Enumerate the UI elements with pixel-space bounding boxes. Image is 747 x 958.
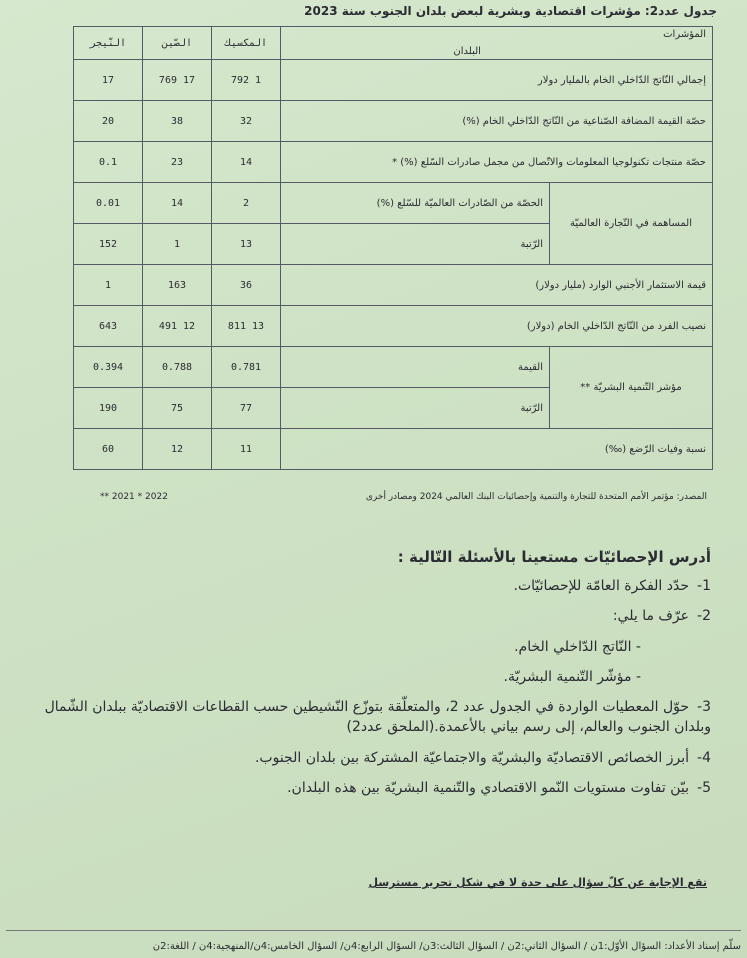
row-label: حصّة منتجات تكنولوجيا المعلومات والاتّصال من مجمل صادرات السّلع (%) * (281, 142, 713, 183)
cell-mexico: 13 (212, 224, 281, 265)
question-2b: - مؤشّر التّنمية البشريّة. (503, 668, 641, 685)
table-row (74, 60, 713, 101)
cell-niger: 152 (74, 224, 143, 265)
question-3 (20, 697, 711, 738)
source-note: المصدر: مؤتمر الأمم المتحدة للتجارة والتنمية وإحصائيات البنك العالمي 2024 ومصادر أخرى (365, 492, 707, 502)
questions-heading: أدرس الإحصائيّات مستعينا بالأسئلة التّالية : (397, 548, 711, 566)
row-label: حصّة القيمة المضافة الصّناعية من النّاتج الدّاخلي الخام (%) (281, 101, 713, 142)
question-text: حوّل المعطيات الواردة في الجدول عدد 2، والمتعلّقة بتوزّع النّشيطين حسب القطاعات الاقتصاديّة ببلدان الشّمال وبلدان الجنوب والعالم، إلى رسم بياني بالأعمدة.(الملحق عدد2) (44, 699, 711, 736)
cell-mexico: 11 (212, 429, 281, 470)
years-note: 2022 * 2021 ** (100, 492, 168, 502)
question-number: 3- (697, 699, 711, 716)
question-text: أبرز الخصائص الاقتصاديّة والبشريّة والاجتماعيّة المشتركة بين بلدان الجنوب. (254, 749, 690, 766)
cell-china: 75 (143, 388, 212, 429)
cell-mexico: 36 (212, 265, 281, 306)
answer-instruction: تقع الإجابة عن كلّ سؤال على حدة لا في شكل تحرير مسترسل (368, 876, 707, 889)
cell-china: 12 (143, 429, 212, 470)
header-mexico: المكسيك (212, 27, 281, 60)
header-countries: البلدان (453, 46, 481, 57)
row-label: إجمالي النّاتج الدّاخلي الخام بالمليار دولار (281, 60, 713, 101)
header-indicators-countries (281, 27, 713, 60)
header-indicators: المؤشرات (663, 29, 706, 40)
cell-china: 38 (143, 101, 212, 142)
question-1 (20, 576, 711, 596)
row-label: نصيب الفرد من النّاتج الدّاخلي الخام (دولار) (281, 306, 713, 347)
question-5 (20, 778, 711, 798)
question-text: حدّد الفكرة العامّة للإحصائيّات. (513, 578, 690, 594)
question-number: 5- (697, 780, 711, 797)
header-niger: النّيجر (74, 27, 143, 60)
cell-niger: 1 (74, 265, 143, 306)
question-number: 1- (697, 578, 711, 594)
cell-china: 17 769 (143, 60, 212, 101)
cell-china: 1 (143, 224, 212, 265)
question-2 (20, 606, 711, 626)
cell-china: 163 (143, 265, 212, 306)
cell-niger: 643 (74, 306, 143, 347)
header-china: الصّين (143, 27, 212, 60)
cell-china: 0.788 (143, 347, 212, 388)
table-row (74, 142, 713, 183)
cell-niger: 190 (74, 388, 143, 429)
row-label: الرّتبة (281, 388, 550, 429)
table-row (74, 183, 713, 224)
question-number: 2- (697, 608, 711, 625)
question-4 (20, 748, 711, 768)
cell-niger: 0.1 (74, 142, 143, 183)
cell-niger: 20 (74, 101, 143, 142)
cell-china: 12 491 (143, 306, 212, 347)
row-label: الحصّة من الصّادرات العالميّة للسّلع (%) (281, 183, 550, 224)
cell-niger: 60 (74, 429, 143, 470)
table-header-row (74, 27, 713, 60)
question-number: 4- (697, 749, 711, 766)
table-footer (100, 492, 707, 502)
cell-mexico: 77 (212, 388, 281, 429)
table-title: جدول عدد2: مؤشرات اقتصادية وبشرية لبعض بلدان الجنوب سنة 2023 (304, 4, 717, 18)
cell-mexico: 0.781 (212, 347, 281, 388)
statistics-table (73, 26, 713, 470)
row-label: نسبة وفيات الرّضع (‰) (281, 429, 713, 470)
group-human-development-index: مؤشر التّنمية البشريّة ** (550, 347, 713, 429)
question-text: بيّن تفاوت مستويات النّمو الاقتصادي والتّنمية البشريّة بين هذه البلدان. (287, 780, 690, 797)
cell-niger: 0.394 (74, 347, 143, 388)
cell-china: 23 (143, 142, 212, 183)
questions-section (20, 548, 711, 808)
question-2a: - النّاتج الدّاخلي الخام. (514, 638, 641, 655)
table-row (74, 265, 713, 306)
cell-mexico: 1 792 (212, 60, 281, 101)
row-label: قيمة الاستثمار الأجنبي الوارد (مليار دولار) (281, 265, 713, 306)
row-label: القيمة (281, 347, 550, 388)
cell-niger: 0.01 (74, 183, 143, 224)
cell-china: 14 (143, 183, 212, 224)
question-text: عرّف ما يلي: (612, 608, 690, 625)
group-world-trade: المساهمة في التّجارة العالميّة (550, 183, 713, 265)
cell-mexico: 32 (212, 101, 281, 142)
cell-mexico: 2 (212, 183, 281, 224)
row-label: الرّتبة (281, 224, 550, 265)
table-row (74, 429, 713, 470)
cell-mexico: 13 811 (212, 306, 281, 347)
marking-scheme: سلّم إسناد الأعداد: السؤال الأوّل:1ن / السؤال الثاني:2ن / السؤال الثالث:3ن/ السؤال الرابع:4ن/ السؤال الخامس:4ن/المنهجية:4ن / اللغة:2ن (6, 930, 741, 952)
cell-niger: 17 (74, 60, 143, 101)
cell-mexico: 14 (212, 142, 281, 183)
table-row (74, 306, 713, 347)
table-row (74, 347, 713, 388)
table-row (74, 101, 713, 142)
